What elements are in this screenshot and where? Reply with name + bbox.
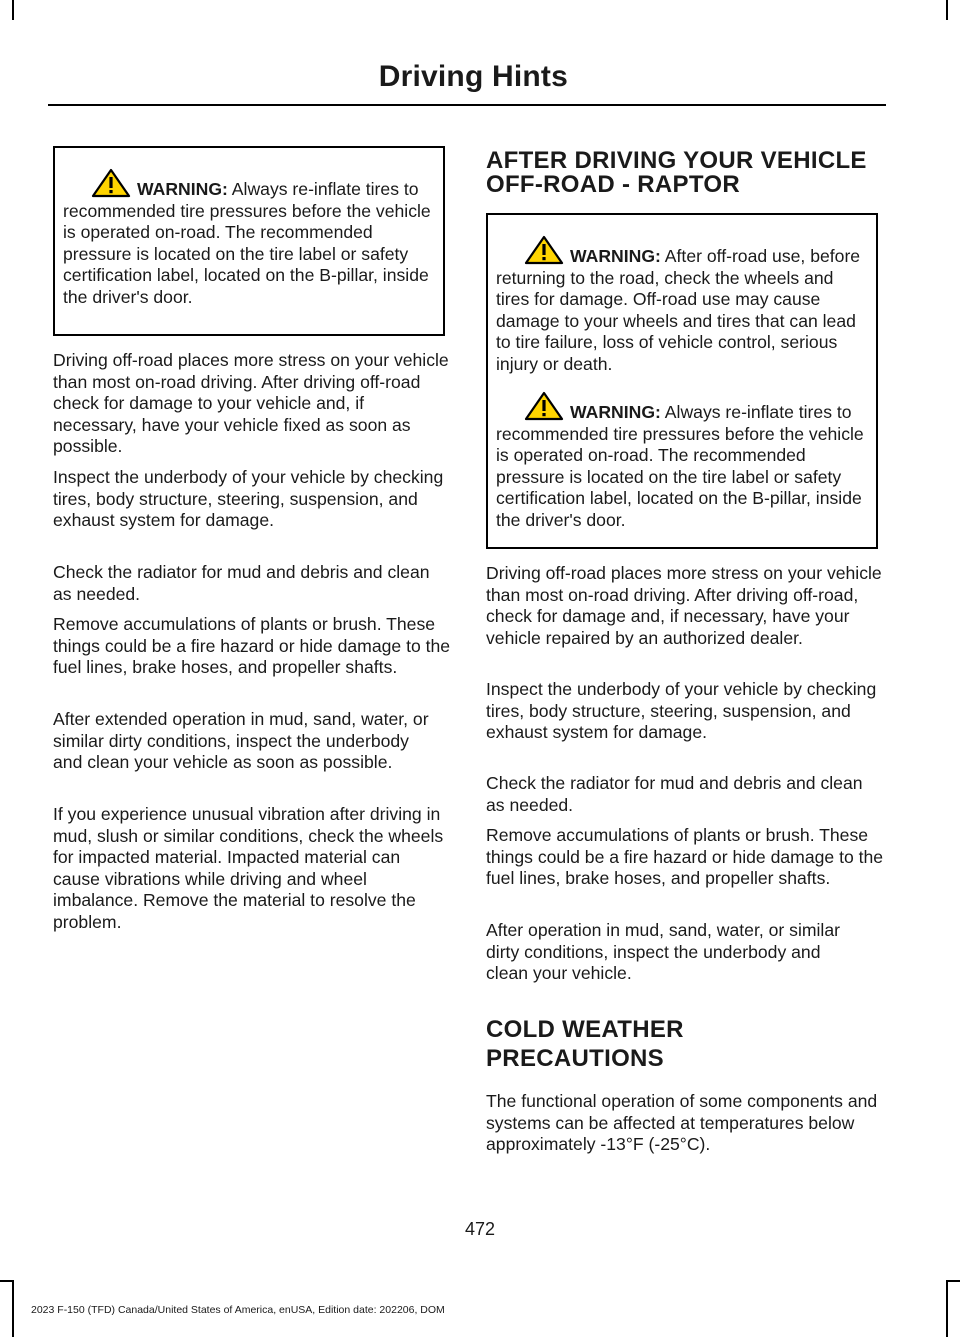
section-heading (486, 149, 886, 197)
body-paragraph: Check the radiator for mud and debris and clean as needed. (486, 773, 863, 815)
body-paragraph: Inspect the underbody of your vehicle by checking tires, body structure, steering, suspension, and exhaust system for damage. (486, 679, 877, 742)
crop-mark-bottom-left (12, 1280, 14, 1337)
page-title: Driving Hints (378, 60, 568, 93)
body-paragraph: If you experience unusual vibration after driving in mud, slush or similar conditions, check the wheels for impacted material. Impacted material can cause vibrations while driving and wheel imbalance. Remove the material to resolve the problem. (53, 804, 444, 932)
body-paragraph: After operation in mud, sand, water, or similar dirty conditions, inspect the underbody and clean your vehicle. (486, 920, 840, 983)
warning-text: Always re-inflate tires to recommended tire pressures before the vehicle is operated on-road. The recommended pressure is located on the tire label or safety certification label, located on the B-pillar, inside the driver's door. (63, 179, 431, 307)
warning-label: WARNING: (137, 179, 228, 199)
body-paragraph: The functional operation of some components and systems can be affected at temperatures below approximately -13°F (-25°C). (486, 1091, 878, 1154)
section-heading-line: PRECAUTIONS (486, 1045, 664, 1072)
body-paragraph: Remove accumulations of plants or brush. These things could be a fire hazard or hide damage to the fuel lines, brake hoses, and propeller shafts. (53, 614, 451, 677)
body-paragraph: Driving off-road places more stress on your vehicle than most on-road driving. After driving off-road, check for damage and, if necessary, have your vehicle repaired by an authorized dealer. (486, 563, 882, 648)
section-heading-line: OFF-ROAD - RAPTOR (486, 171, 740, 198)
crop-mark-top-left (12, 0, 14, 20)
warning-item (496, 235, 868, 375)
footer-text: 2023 F-150 (TFD) Canada/United States of America, enUSA, Edition date: 202206, DOM (31, 1304, 445, 1316)
section-heading-line: AFTER DRIVING YOUR VEHICLE (486, 147, 867, 174)
warning-label: WARNING: (570, 246, 661, 266)
page-number: 472 (464, 1219, 496, 1239)
warning-triangle-icon (524, 235, 564, 265)
body-paragraph: Driving off-road places more stress on your vehicle than most on-road driving. After driving off-road check for damage to your vehicle and, if necessary, have your vehicle fixed as soon as possible. (53, 350, 449, 456)
body-paragraph: Check the radiator for mud and debris and clean as needed. (53, 562, 430, 604)
header-divider (48, 104, 886, 106)
warning-item (496, 391, 868, 531)
section-heading-line: COLD WEATHER (486, 1016, 684, 1043)
warning-box (486, 213, 878, 549)
crop-mark-bottom-left-h (0, 1280, 14, 1282)
warning-label: WARNING: (570, 402, 661, 422)
warning-box (53, 146, 445, 336)
warning-triangle-icon (524, 391, 564, 421)
crop-mark-bottom-right (946, 1280, 948, 1337)
crop-mark-top-right (946, 0, 948, 20)
warning-triangle-icon (91, 168, 131, 198)
body-paragraph: Inspect the underbody of your vehicle by checking tires, body structure, steering, suspension, and exhaust system for damage. (53, 467, 444, 530)
crop-mark-bottom-right-h (946, 1280, 960, 1282)
body-paragraph: After extended operation in mud, sand, water, or similar dirty conditions, inspect the underbody and clean your vehicle as soon as possible. (53, 709, 429, 772)
warning-item (63, 168, 435, 308)
warning-text: Always re-inflate tires to recommended tire pressures before the vehicle is operated on-road. The recommended pressure is located on the tire label or safety certification label, located on the B-pillar, inside the driver's door. (496, 402, 864, 530)
section-heading (486, 1015, 886, 1073)
warning-text: After off-road use, before returning to the road, check the wheels and tires for damage. Off-road use may cause damage to your wheels and tires that can lead to tire failure, loss of vehicle control, serious injury or death. (496, 246, 861, 374)
body-paragraph: Remove accumulations of plants or brush. These things could be a fire hazard or hide damage to the fuel lines, brake hoses, and propeller shafts. (486, 825, 884, 888)
